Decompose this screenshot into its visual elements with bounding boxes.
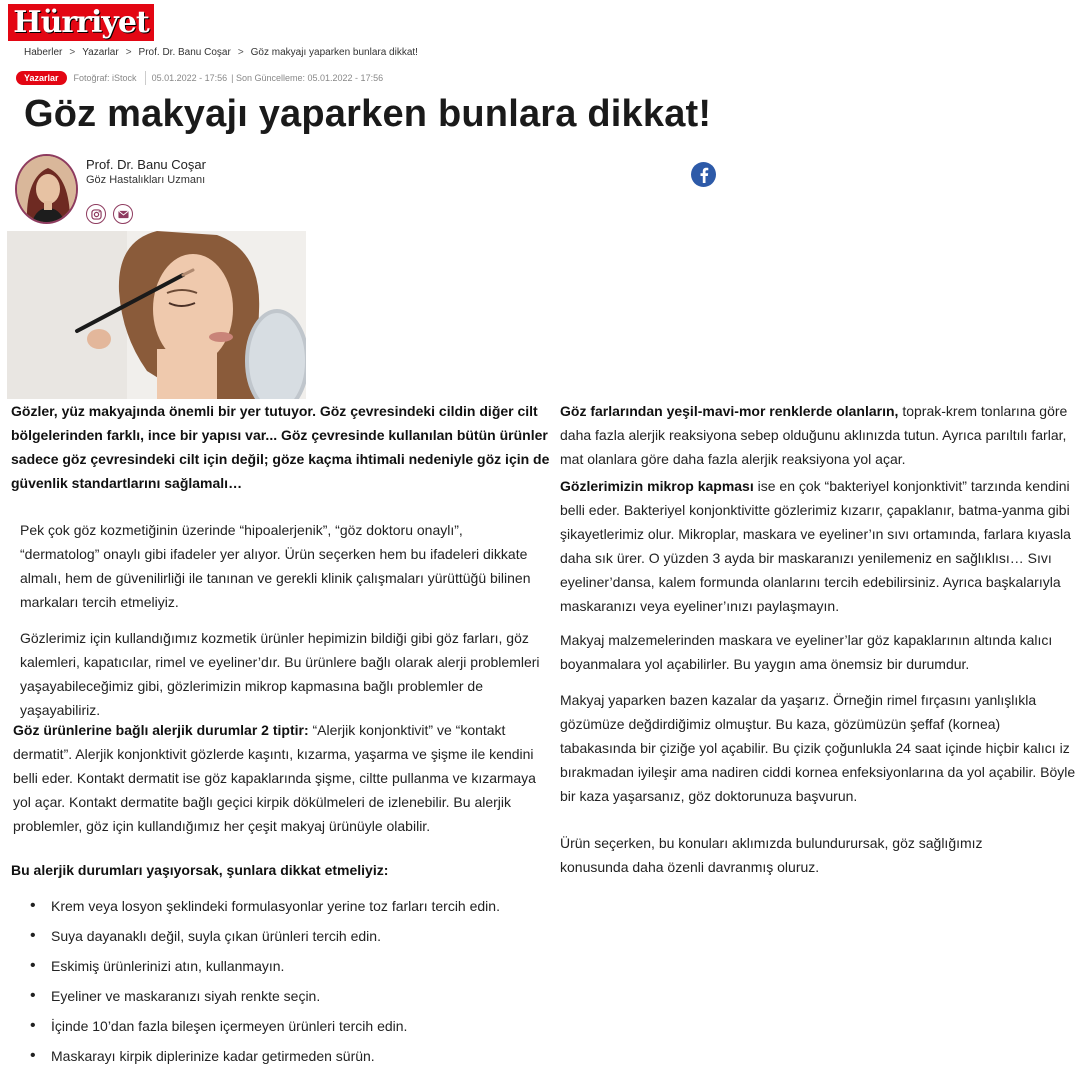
paragraph-1: Pek çok göz kozmetiğinin üzerinde “hipoalerjenik”, “göz doktoru onaylı”, “dermatolog” onaylı gibi ifadeler yer alıyor. Ürün seçerken hem bu ifadeleri dikkate almalı, hem de güvenilirliği ile tanınan ve gerekli klinik çalışmaları yürüttüğü bilinen markaları tercih etmeliyiz. [20, 522, 531, 610]
list-item [30, 925, 500, 955]
right-paragraph-4: Makyaj yaparken bazen kazalar da yaşarız. Örneğin rimel fırçasını yanlışlıkla gözümüze değdirdiğimiz olmuştur. Bu kaza, gözümüzün şeffaf (kornea) tabakasında bir çiziğe yol açabilir. Bu çizik çoğunlukla 24 saat içinde hiçbir kalıcı iz bırakmadan iyileşir ama nadiren ciddi kornea enfeksiyonlarına da yol açabilir. Böyle bir kaza yaşarsanız, göz doktorunuza başvurun. [560, 692, 1076, 804]
author-name[interactable]: Prof. Dr. Banu Coşar [86, 157, 206, 172]
right-paragraph-1 [560, 399, 1078, 471]
tip-text: Suya dayanaklı değil, suyla çıkan ürünleri tercih edin. [51, 928, 381, 944]
bullet-icon: • [30, 927, 36, 944]
meta-divider [145, 71, 146, 85]
facebook-icon [699, 167, 709, 183]
paragraph-3-text: “Alerjik konjonktivit” ve “kontakt dermatit”. Alerjik konjonktivit gözlerde kaşıntı, kızarma, yaşarma ve şişme ile kendini belli eder. Kontakt dermatit ise göz kapaklarında şişme, ciltte pullanma ve kızarmaya yol açar. Kontakt dermatite bağlı geçici kirpik dökülmeleri de izlenebilir. Bu alerjik problemler, göz için kullandığımız her çeşit makyaj ürünüyle olabilir. [13, 722, 536, 834]
tip-text: Eskimiş ürünlerinizi atın, kullanmayın. [51, 958, 285, 974]
author-avatar[interactable] [15, 154, 78, 224]
list-item [30, 1015, 500, 1045]
paragraph-2: Gözlerimiz için kullandığımız kozmetik ürünler hepimizin bildiği gibi göz farları, göz kalemleri, kapatıcılar, rimel ve eyeliner’dır. Bu ürünlere bağlı olarak alerji problemleri yaşayabileceğimiz gibi, gözlerimizin mikrop kapmasına bağlı problemler de yaşayabiliriz. [20, 630, 540, 718]
breadcrumb [24, 47, 418, 58]
tip-text: Eyeliner ve maskaranızı siyah renkte seçin. [51, 988, 321, 1004]
facebook-share-button[interactable] [691, 162, 716, 187]
paragraph-3-bold: Göz ürünlerine bağlı alerjik durumlar 2 tiptir: [13, 722, 309, 738]
bullet-icon: • [30, 897, 36, 914]
breadcrumb-author[interactable]: Prof. Dr. Banu Coşar [138, 47, 231, 58]
makeup-photo [7, 231, 306, 399]
breadcrumb-separator: > [237, 47, 244, 58]
list-item [30, 895, 500, 925]
bullet-icon: • [30, 1017, 36, 1034]
breadcrumb-home[interactable]: Haberler [24, 47, 63, 58]
tips-heading: Bu alerjik durumları yaşıyorsak, şunlara dikkat etmeliyiz: [11, 862, 389, 878]
article-meta [16, 71, 383, 85]
tip-text: Maskarayı kirpik diplerinize kadar getirmeden sürün. [51, 1048, 375, 1064]
logo-text: Hürriyet [13, 4, 149, 40]
tips-list [30, 895, 500, 1075]
list-item [30, 985, 500, 1015]
bullet-icon: • [30, 987, 36, 1004]
category-badge[interactable]: Yazarlar [16, 71, 67, 85]
breadcrumb-separator: > [125, 47, 132, 58]
tip-text: Krem veya losyon şeklindeki formulasyonlar yerine toz farları tercih edin. [51, 898, 500, 914]
bullet-icon: • [30, 1047, 36, 1064]
photo-credit: Fotoğraf: iStock [73, 73, 137, 83]
tip-text: İçinde 10’dan fazla bileşen içermeyen ürünleri tercih edin. [51, 1018, 408, 1034]
article-lead: Gözler, yüz makyajında önemli bir yer tutuyor. Göz çevresindeki cildin diğer cilt bölgelerinden farklı, ince bir yapısı var... Göz çevresinde kullanılan bütün ürünler sadece göz çevresindeki cilt için değil; göze kaçma ihtimali nedeniyle göz için de güvenlik standartlarını sağlamalı… [11, 403, 550, 491]
publish-date: 05.01.2022 - 17:56 [151, 73, 228, 83]
bullet-icon: • [30, 957, 36, 974]
article-image [7, 231, 306, 399]
right-paragraph-2-text: ise en çok “bakteriyel konjonktivit” tarzında kendini belli eder. Bakteriyel konjonktivitte gözlerimiz kızarır, çapaklanır, batma-yanma gibi şikayetlerimiz olur. Mikroplar, maskara ve eyeliner’ın sıvı ortamında, farlara kıyasla daha sık ürer. O yüzden 3 ayda bir maskaranızı yenilemeniz en sağlıklısı… Sıvı eyeliner’dansa, kalem formunda olanlarını tercih edebilirsiniz. Ayrıca başkalarıyla maskaranızı veya eyeliner’ınızı paylaşmayın. [560, 478, 1071, 614]
right-paragraph-2-bold: Gözlerimizin mikrop kapması [560, 478, 754, 494]
breadcrumb-current: Göz makyajı yaparken bunlara dikkat! [250, 47, 418, 58]
author-photo [17, 156, 78, 224]
hurriyet-logo[interactable] [8, 4, 154, 41]
instagram-icon [91, 209, 102, 220]
right-paragraph-1-bold: Göz farlarından yeşil-mavi-mor renklerde olanların, [560, 403, 899, 419]
mail-button[interactable] [113, 204, 133, 224]
paragraph-3 [13, 718, 538, 838]
instagram-button[interactable] [86, 204, 106, 224]
breadcrumb-separator: > [69, 47, 76, 58]
mail-icon [118, 210, 129, 219]
list-item [30, 955, 500, 985]
article-title: Göz makyajı yaparken bunlara dikkat! [24, 93, 712, 135]
update-date: | Son Güncelleme: 05.01.2022 - 17:56 [231, 73, 384, 83]
list-item [30, 1045, 500, 1075]
right-paragraph-3: Makyaj malzemelerinden maskara ve eyeliner’lar göz kapaklarının altında kalıcı boyanmalara yol açabilirler. Bu yaygın ama önemsiz bir durumdur. [560, 632, 1053, 672]
breadcrumb-authors[interactable]: Yazarlar [82, 47, 119, 58]
right-paragraph-2 [560, 474, 1084, 618]
author-role: Göz Hastalıkları Uzmanı [86, 174, 206, 186]
right-paragraph-1-text: toprak-krem tonlarına göre daha fazla alerjik reaksiyona sebep olduğunu aklınızda tutun. Ayrıca parıltılı farlar, mat olanlara göre daha fazla alerjik reaksiyona yol açar. [560, 403, 1068, 467]
right-paragraph-5: Ürün seçerken, bu konuları aklımızda bulundurursak, göz sağlığımız konusunda daha özenli davranmış oluruz. [560, 835, 983, 875]
